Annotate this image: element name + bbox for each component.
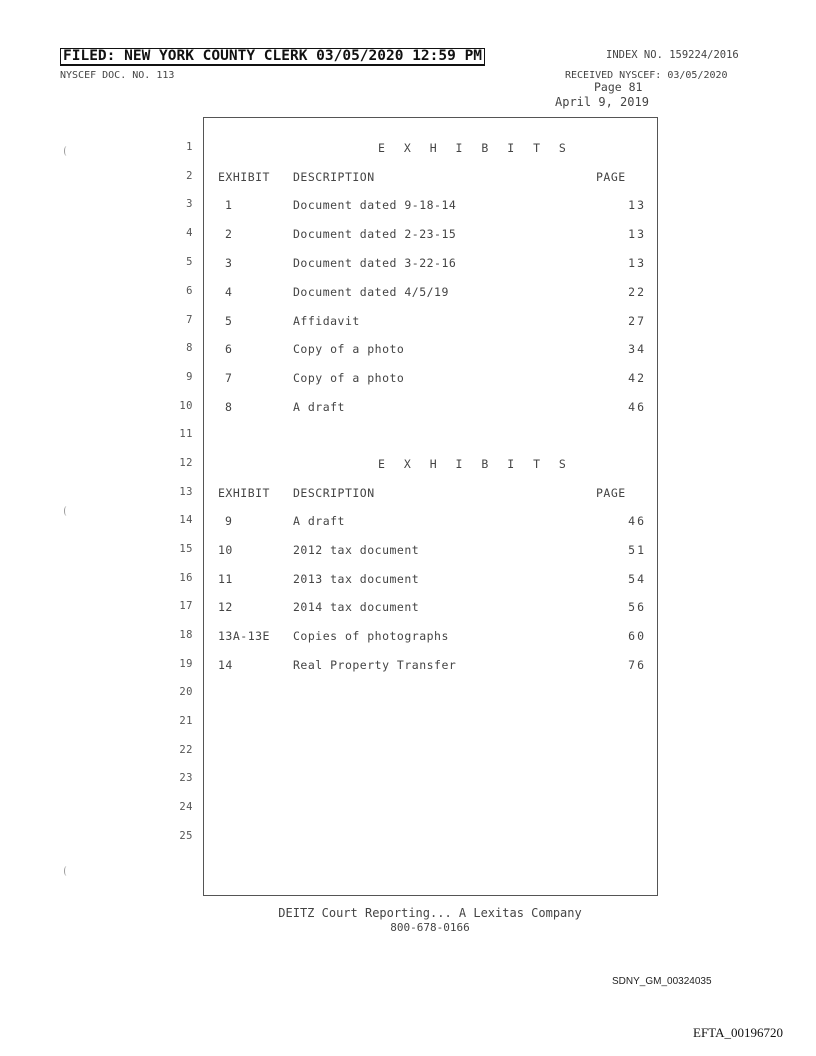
efta-number: EFTA_00196720 [693,1025,783,1040]
exhibit-description: Document dated 3-22-16 [293,256,457,270]
exhibit-number: 11 [218,572,233,586]
exhibit-row [0,543,660,563]
exhibit-number: 5 [225,314,233,328]
transcript-line [0,141,660,161]
line-number: 20 [179,686,193,698]
exhibit-description: A draft [293,514,345,528]
exhibit-number: 13A-13E [218,629,270,643]
exhibit-page: 54 [628,572,646,586]
exhibit-number: 4 [225,285,233,299]
exhibit-row [0,371,660,391]
exhibit-description: Copy of a photo [293,371,405,385]
transcript-line [0,801,660,821]
exhibit-page: 34 [628,342,646,356]
exhibit-page: 51 [628,543,646,557]
exhibit-description: 2013 tax document [293,572,420,586]
exhibit-page: 27 [628,314,646,328]
transcript-line [0,428,660,448]
exhibit-row [0,198,660,218]
exhibit-description: Affidavit [293,314,360,328]
line-number: 11 [179,428,193,440]
line-number: 17 [179,600,193,612]
line-number: 1 [186,141,193,153]
exhibit-page: 13 [628,256,646,270]
transcript-line [0,744,660,764]
column-header-exhibit: EXHIBIT [218,170,270,184]
exhibit-row [0,658,660,678]
line-number: 21 [179,715,193,727]
exhibit-number: 6 [225,342,233,356]
line-number: 8 [186,342,193,354]
line-number: 6 [186,285,193,297]
column-header-page: PAGE [596,170,626,184]
line-number: 5 [186,256,193,268]
line-number: 12 [179,457,193,469]
exhibit-row [0,400,660,420]
exhibit-number: 2 [225,227,233,241]
line-number: 13 [179,486,193,498]
exhibit-page: 22 [628,285,646,299]
exhibit-description: A draft [293,400,345,414]
exhibit-page: 60 [628,629,646,643]
transcript-date: April 9, 2019 [555,95,649,109]
exhibit-row [0,285,660,305]
received-date: RECEIVED NYSCEF: 03/05/2020 [565,70,728,81]
page-number: Page 81 [594,80,643,94]
transcript-line [0,170,660,190]
exhibit-description: Copy of a photo [293,342,405,356]
column-header-description: DESCRIPTION [293,486,375,500]
exhibit-row [0,314,660,334]
line-number: 10 [179,400,193,412]
line-number: 22 [179,744,193,756]
exhibit-row [0,600,660,620]
exhibit-row [0,342,660,362]
exhibit-number: 3 [225,256,233,270]
index-number: INDEX NO. 159224/2016 [606,49,739,61]
column-header-exhibit: EXHIBIT [218,486,270,500]
line-number: 4 [186,227,193,239]
filed-stamp: FILED: NEW YORK COUNTY CLERK 03/05/2020 12:59 PM [60,48,485,66]
exhibit-description: Document dated 4/5/19 [293,285,449,299]
exhibit-page: 46 [628,400,646,414]
line-number: 9 [186,371,193,383]
exhibit-row [0,514,660,534]
line-number: 15 [179,543,193,555]
exhibit-number: 7 [225,371,233,385]
doc-number: NYSCEF DOC. NO. 113 [60,70,175,81]
court-reporter-name: DEITZ Court Reporting... A Lexitas Company [278,906,582,920]
exhibit-description: Copies of photographs [293,629,449,643]
margin-mark [64,866,69,876]
exhibit-description: 2012 tax document [293,543,420,557]
exhibit-number: 12 [218,600,233,614]
exhibit-number: 10 [218,543,233,557]
section-title: E X H I B I T S [378,457,572,471]
section-title: E X H I B I T S [378,141,572,155]
line-number: 14 [179,514,193,526]
bates-number: SDNY_GM_00324035 [612,976,712,987]
exhibit-page: 76 [628,658,646,672]
exhibit-description: 2014 tax document [293,600,420,614]
exhibit-description: Real Property Transfer [293,658,457,672]
line-number: 19 [179,658,193,670]
exhibit-row [0,256,660,276]
transcript-line [0,457,660,477]
line-number: 16 [179,572,193,584]
exhibit-row [0,629,660,649]
transcript-line [0,715,660,735]
exhibit-page: 13 [628,198,646,212]
column-header-page: PAGE [596,486,626,500]
exhibit-page: 42 [628,371,646,385]
line-number: 7 [186,314,193,326]
exhibit-row [0,572,660,592]
transcript-line [0,830,660,850]
exhibit-page: 46 [628,514,646,528]
exhibit-description: Document dated 9-18-14 [293,198,457,212]
transcript-line [0,486,660,506]
court-reporter-phone: 800-678-0166 [390,921,470,934]
exhibit-row [0,227,660,247]
line-number: 18 [179,629,193,641]
exhibit-page: 56 [628,600,646,614]
transcript-line [0,686,660,706]
line-number: 2 [186,170,193,182]
column-header-description: DESCRIPTION [293,170,375,184]
exhibit-description: Document dated 2-23-15 [293,227,457,241]
exhibit-number: 1 [225,198,233,212]
transcript-line [0,772,660,792]
exhibit-number: 8 [225,400,233,414]
line-number: 3 [186,198,193,210]
exhibit-number: 9 [225,514,233,528]
exhibit-number: 14 [218,658,233,672]
line-number: 24 [179,801,193,813]
exhibit-page: 13 [628,227,646,241]
line-number: 25 [179,830,193,842]
line-number: 23 [179,772,193,784]
